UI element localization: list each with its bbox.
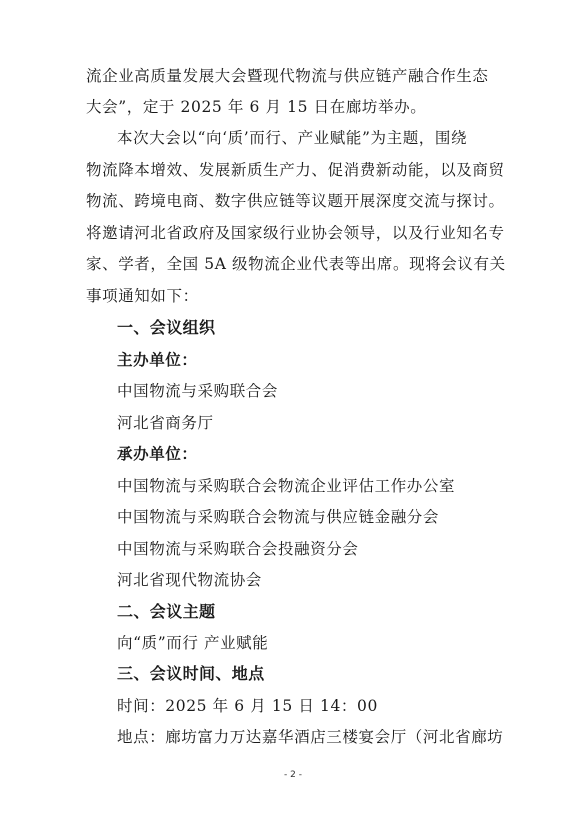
body-line-5: 家、学者，全国 5A 级物流企业代表等出席。现将会议有关 bbox=[86, 255, 506, 273]
co-organizer-item: 河北省现代物流协会 bbox=[117, 571, 262, 589]
body-line-3: 物流、跨境电商、数字供应链等议题开展深度交流与探讨。 bbox=[86, 192, 505, 210]
co-organizer-label: 承办单位： bbox=[117, 445, 198, 463]
body-line-2: 物流降本增效、发展新质生产力、促消费新动能，以及商贸 bbox=[86, 161, 505, 179]
page-number: - 2 - bbox=[284, 770, 302, 780]
intro-line-2: 大会”，定于 2025 年 6 月 15 日在廊坊举办。 bbox=[86, 98, 427, 116]
co-organizer-item: 中国物流与采购联合会投融资分会 bbox=[117, 540, 359, 558]
co-organizer-item: 中国物流与采购联合会物流与供应链金融分会 bbox=[117, 508, 440, 526]
section-2-heading: 二、会议主题 bbox=[117, 602, 216, 621]
body-line-4: 将邀请河北省政府及国家级行业协会领导，以及行业知名专 bbox=[86, 224, 505, 242]
co-organizer-item: 中国物流与采购联合会物流企业评估工作办公室 bbox=[117, 477, 456, 495]
theme-text: 向“质”而行 产业赋能 bbox=[117, 634, 269, 652]
intro-line-1: 流企业高质量发展大会暨现代物流与供应链产融合作生态 bbox=[86, 67, 489, 85]
organizer-item: 中国物流与采购联合会 bbox=[117, 382, 279, 400]
section-3-heading: 三、会议时间、地点 bbox=[117, 664, 265, 683]
section-1-heading: 一、会议组织 bbox=[117, 318, 216, 337]
organizer-label: 主办单位： bbox=[117, 351, 198, 369]
meeting-time: 时间：2025 年 6 月 15 日 14：00 bbox=[117, 697, 378, 715]
body-line-1: 本次大会以“向‘质’而行、产业赋能”为主题，围绕 bbox=[117, 129, 468, 147]
organizer-item: 河北省商务厅 bbox=[117, 414, 214, 432]
meeting-place: 地点：廊坊富力万达嘉华酒店三楼宴会厅（河北省廊坊 bbox=[117, 728, 504, 746]
body-line-6: 事项通知如下： bbox=[86, 287, 199, 305]
